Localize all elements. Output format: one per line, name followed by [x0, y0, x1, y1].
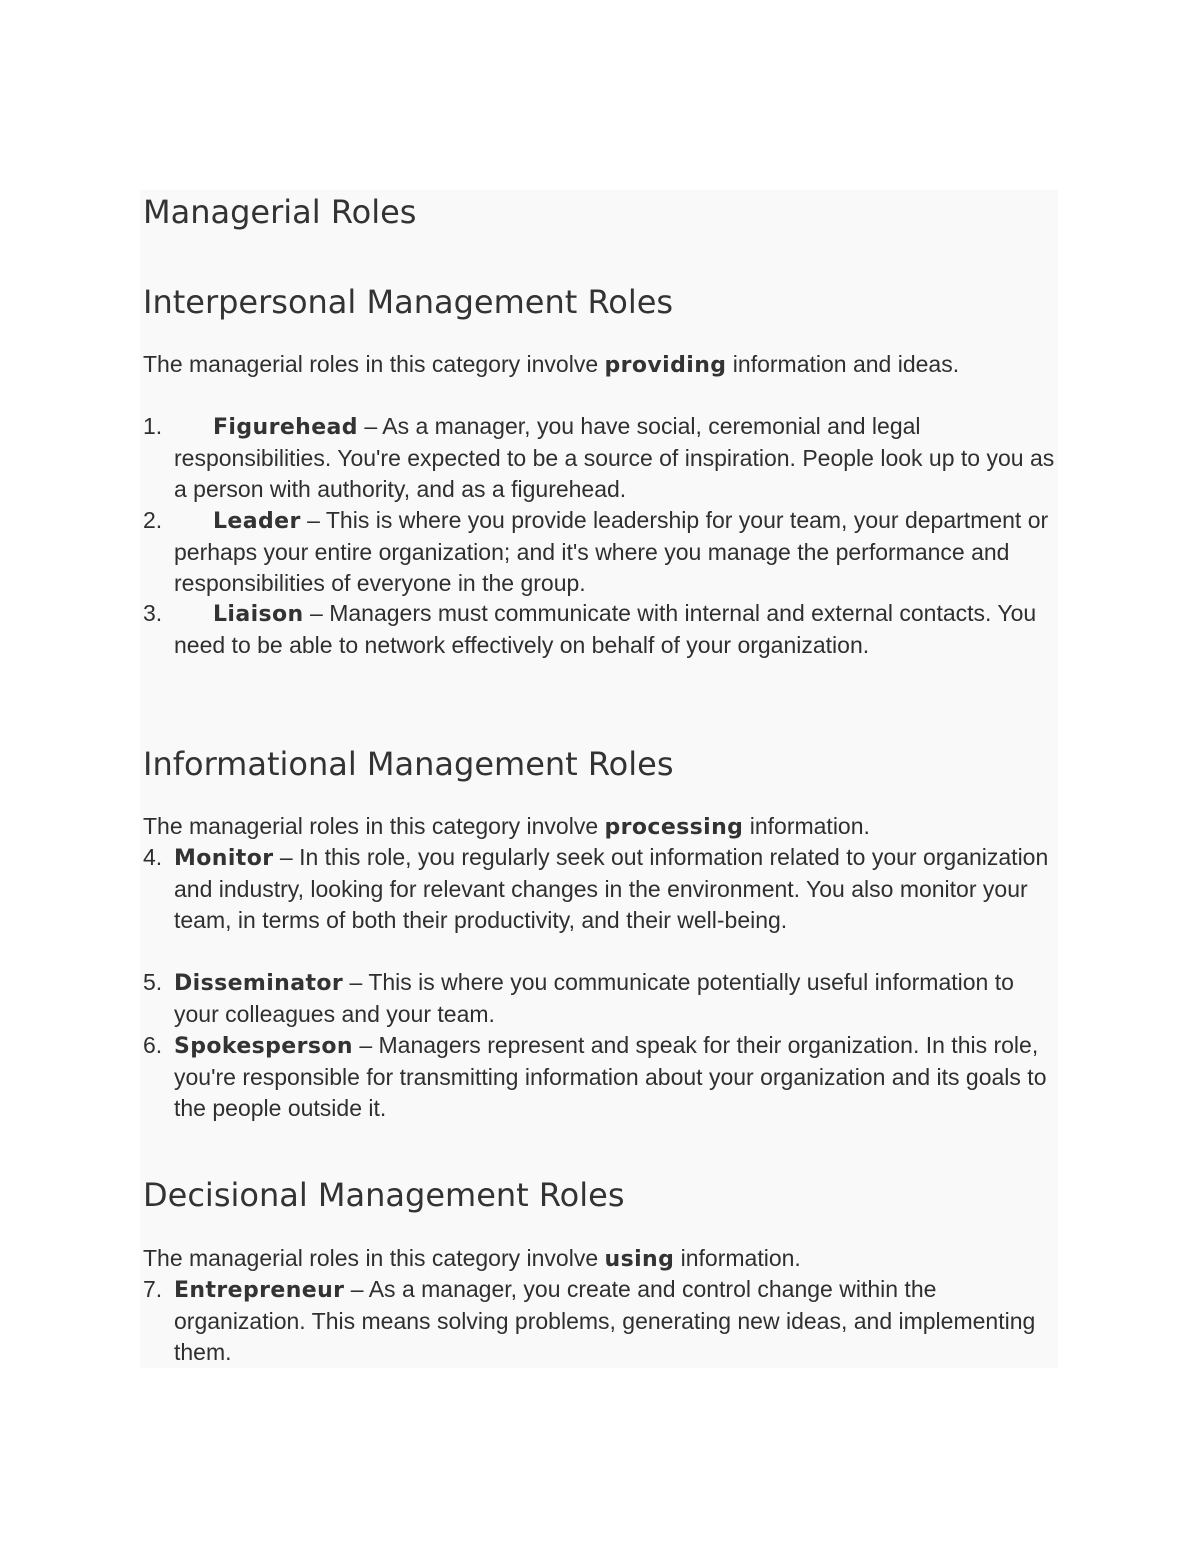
role-description: – Managers represent and speak for their organization. In this role, you're responsible for transmitting information about your organization and its goals to the people outside it.: [174, 1032, 1047, 1121]
role-description: – Managers must communicate with internal and external contacts. You need to be able to network effectively on behalf of your organization.: [174, 600, 1037, 658]
list-item-body: [174, 505, 1058, 599]
role-term: Spokesperson: [174, 1034, 353, 1059]
list-number: 7.: [143, 1276, 163, 1302]
section-heading-informational: Informational Management Roles: [143, 745, 674, 783]
section-heading-decisional: Decisional Management Roles: [143, 1176, 625, 1214]
list-number: 5.: [143, 969, 163, 995]
list-number: 4.: [143, 844, 163, 870]
section-intro-interpersonal: [143, 349, 1043, 381]
role-description: – As a manager, you have social, ceremonial and legal responsibilities. You're expected to be a source of inspiration. People look up to you as a person with authority, and as a figurehead.: [174, 413, 1055, 502]
list-item-body: [174, 842, 1058, 936]
role-description: – This is where you provide leadership for your team, your department or perhaps your entire organization; and it's where you manage the performance and responsibilities of everyone in the group.: [174, 507, 1049, 596]
list-item: [143, 1274, 1058, 1368]
role-term: Liaison: [213, 602, 304, 627]
role-term: Monitor: [174, 846, 274, 871]
list-number: 3.: [143, 600, 163, 626]
list-item: [143, 505, 1058, 599]
list-item: [143, 967, 1058, 1030]
list-number: 2.: [143, 507, 163, 533]
role-term: Figurehead: [213, 415, 358, 440]
list-item-body: [174, 967, 1058, 1030]
list-item: [143, 1030, 1058, 1124]
role-term: Disseminator: [174, 971, 344, 996]
intro-text: The managerial roles in this category involve: [143, 813, 605, 839]
intro-text: information.: [674, 1245, 801, 1271]
list-item-body: [174, 1030, 1058, 1124]
list-item-body: [174, 1274, 1058, 1368]
list-item: [143, 411, 1058, 505]
role-term: Entrepreneur: [174, 1278, 345, 1303]
intro-keyword: using: [604, 1247, 675, 1272]
document-title: Managerial Roles: [143, 193, 417, 231]
role-term: Leader: [213, 509, 301, 534]
intro-keyword: processing: [604, 815, 744, 840]
intro-text: information and ideas.: [726, 351, 960, 377]
section-intro-decisional: [143, 1243, 1043, 1275]
intro-keyword: providing: [604, 353, 727, 378]
section-intro-informational: [143, 811, 1043, 843]
list-number: 1.: [143, 413, 163, 439]
intro-text: information.: [743, 813, 870, 839]
list-item: [143, 598, 1058, 661]
list-item-body: [174, 411, 1058, 505]
section-heading-interpersonal: Interpersonal Management Roles: [143, 283, 674, 321]
list-item-body: [174, 598, 1058, 661]
intro-text: The managerial roles in this category involve: [143, 351, 605, 377]
list-number: 6.: [143, 1032, 163, 1058]
list-item: [143, 842, 1058, 936]
role-description: – In this role, you regularly seek out information related to your organization and industry, looking for relevant changes in the environment. You also monitor your team, in terms of both their productivity, and their well-being.: [174, 844, 1049, 933]
role-description: – This is where you communicate potentially useful information to your colleagues and your team.: [174, 969, 1014, 1027]
role-description: – As a manager, you create and control change within the organization. This means solving problems, generating new ideas, and implementing them.: [174, 1276, 1036, 1365]
intro-text: The managerial roles in this category involve: [143, 1245, 605, 1271]
